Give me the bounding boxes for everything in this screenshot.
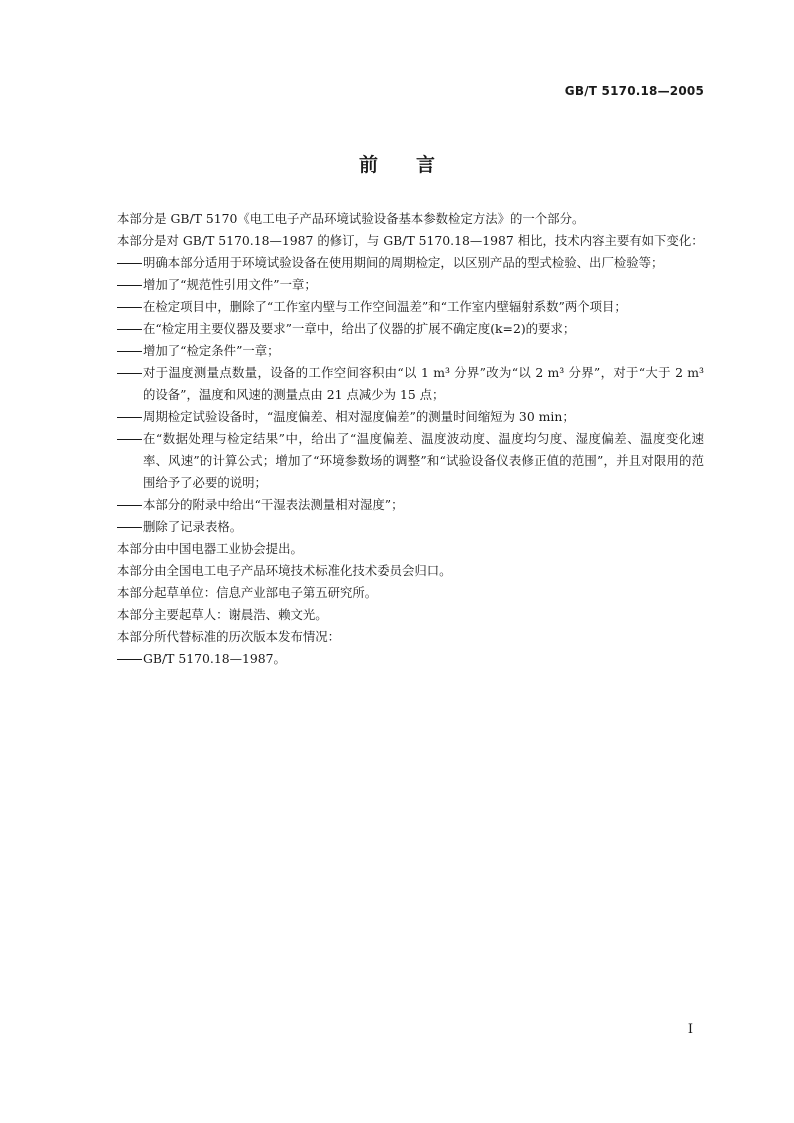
change-item — [92, 494, 704, 516]
change-item-text: 增加了“规范性引用文件”一章； — [143, 277, 317, 292]
change-item — [92, 516, 704, 538]
admin-paragraph: 本部分所代替标准的历次版本发布情况： — [117, 629, 341, 644]
standard-number: GB/T 5170.18—2005 — [564, 84, 704, 98]
intro-paragraph: 本部分是 GB/T 5170《电工电子产品环境试验设备基本参数检定方法》的一个部分。 — [117, 211, 585, 226]
change-item — [92, 362, 704, 406]
intro-paragraph: 本部分是对 GB/T 5170.18—1987 的修订，与 GB/T 5170.18—1987 相比，技术内容主要有如下变化： — [117, 233, 704, 248]
em-dash-bullet — [117, 307, 142, 308]
em-dash-bullet — [117, 263, 142, 264]
change-item — [92, 406, 704, 428]
change-item — [92, 318, 704, 340]
change-item-text: 本部分的附录中给出“干湿表法测量相对湿度”； — [143, 497, 404, 512]
change-item-text: 在“数据处理与检定结果”中，给出了“温度偏差、温度波动度、温度均匀度、湿度偏差、温度变化速率、风速”的计算公式；增加了“环境参数场的调整”和“试验设备仪表修正值的范围”，并且对限用的范围给予了必要的说明； — [143, 431, 704, 490]
change-item — [92, 340, 704, 362]
change-item — [92, 274, 704, 296]
replaced-version-text: GB/T 5170.18—1987。 — [143, 651, 286, 666]
admin-paragraph: 本部分起草单位：信息产业部电子第五研究所。 — [117, 585, 378, 600]
change-item-text: 在检定项目中，删除了“工作室内壁与工作空间温差”和“工作室内壁辐射系数”两个项目； — [143, 299, 627, 314]
page-title: 前言 — [358, 154, 473, 176]
admin-paragraph: 本部分主要起草人：谢晨浩、赖文光。 — [117, 607, 328, 622]
em-dash-bullet — [117, 505, 142, 506]
change-item-text: 对于温度测量点数量，设备的工作空间容积由“以 1 m³ 分界”改为“以 2 m³ 分界”，对于“大于 2 m³ 的设备”，温度和风速的测量点由 21 点减少为 15 点； — [143, 365, 704, 402]
change-item-text: 周期检定试验设备时，“温度偏差、相对湿度偏差”的测量时间缩短为 30 min； — [143, 409, 575, 424]
foreword-body — [92, 208, 704, 670]
change-item — [92, 428, 704, 494]
em-dash-bullet — [117, 439, 142, 440]
replaced-version-item — [92, 648, 704, 670]
em-dash-bullet — [117, 285, 142, 286]
change-item-text: 在“检定用主要仪器及要求”一章中，给出了仪器的扩展不确定度(k=2)的要求； — [143, 321, 576, 336]
admin-paragraph: 本部分由中国电器工业协会提出。 — [117, 541, 303, 556]
change-item-text: 删除了记录表格。 — [143, 519, 243, 534]
em-dash-bullet — [117, 329, 142, 330]
change-item — [92, 296, 704, 318]
change-item-text: 明确本部分适用于环境试验设备在使用期间的周期检定，以区别产品的型式检验、出厂检验等； — [143, 255, 664, 270]
em-dash-bullet — [117, 373, 142, 374]
em-dash-bullet — [117, 659, 142, 660]
em-dash-bullet — [117, 351, 142, 352]
change-item — [92, 252, 704, 274]
admin-paragraph: 本部分由全国电工电子产品环境技术标准化技术委员会归口。 — [117, 563, 452, 578]
change-item-text: 增加了“检定条件”一章； — [143, 343, 280, 358]
em-dash-bullet — [117, 527, 142, 528]
em-dash-bullet — [117, 417, 142, 418]
page-number: I — [687, 1022, 693, 1037]
